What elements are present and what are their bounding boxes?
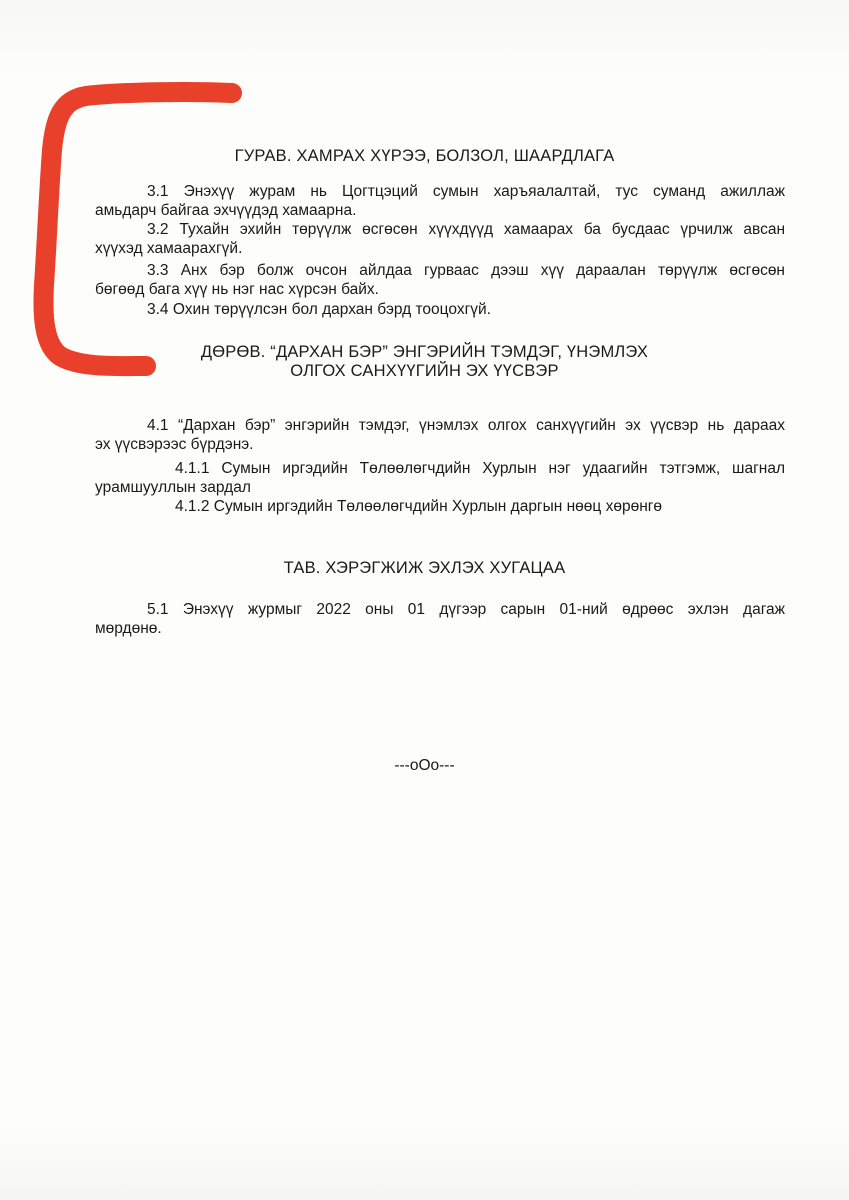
paragraph-4-1-line-1: 4.1 “Дархан бэр” энгэрийн тэмдэг, үнэмлэх олгох санхүүгийн эх үүсвэр нь дараах	[147, 417, 785, 434]
paragraph-3-2-line-1: 3.2 Тухайн эхийн төрүүлж өсгөсөн хүүхдүүд хамаарах ба бусдаас үрчилж авсан	[147, 221, 785, 238]
paragraph-4-1-2	[95, 498, 785, 517]
paragraph-3-4-line-1: 3.4 Охин төрүүлсэн бол дархан бэрд тооцохгүй.	[147, 301, 491, 318]
paragraph-5-1	[95, 601, 785, 638]
paragraph-3-1-line-2: амьдарч байгаа эхчүүдэд хамаарна.	[95, 201, 357, 219]
paragraph-4-1-1-line-2: урамшууллын зардал	[95, 478, 251, 496]
paragraph-3-3-line-2: бөгөөд бага хүү нь нэг нас хүрсэн байх.	[95, 280, 379, 298]
section-4-title-line-2: ОЛГОХ САНХҮҮГИЙН ЭХ ҮҮСВЭР	[290, 362, 559, 380]
paragraph-3-3-line-1: 3.3 Анх бэр болж очсон айлдаа гурваас дээш хүү дараалан төрүүлж өсгөсөн	[147, 262, 785, 279]
paragraph-4-1-1-line-1: 4.1.1 Сумын иргэдийн Төлөөлөгчдийн Хурлын нэг удаагийн тэтгэмж, шагнал	[175, 460, 785, 477]
paragraph-3-1	[95, 183, 785, 220]
section-5-title: ТАВ. ХЭРЭГЖИЖ ЭХЛЭХ ХУГАЦАА	[283, 559, 566, 577]
paragraph-3-3	[95, 262, 785, 299]
paragraph-4-1-1	[95, 460, 785, 497]
paragraph-3-1-line-1: 3.1 Энэхүү журам нь Цогтцэций сумын харъяалалтай, тус суманд ажиллаж	[147, 183, 785, 200]
paragraph-3-2-line-2: хүүхэд хамаарахгүй.	[95, 239, 243, 257]
section-3-title: ГУРАВ. ХАМРАХ ХҮРЭЭ, БОЛЗОЛ, ШААРДЛАГА	[234, 147, 615, 165]
paragraph-4-1	[95, 417, 785, 454]
paragraph-5-1-line-1: 5.1 Энэхүү журмыг 2022 оны 01 дүгээр сарын 01-ний өдрөөс эхлэн дагаж	[147, 601, 785, 618]
paragraph-4-1-2-line-1: 4.1.2 Сумын иргэдийн Төлөөлөгчдийн Хурлын даргын нөөц хөрөнгө	[175, 498, 663, 515]
paragraph-3-4	[95, 301, 785, 320]
section-4-title-line-1: ДӨРӨВ. “ДАРХАН БЭР” ЭНГЭРИЙН ТЭМДЭГ, ҮНЭМЛЭХ	[200, 343, 649, 361]
paragraph-5-1-line-2: мөрдөнө.	[95, 619, 162, 637]
paragraph-4-1-line-2: эх үүсвэрээс бүрдэнэ.	[95, 435, 254, 453]
end-mark: ---oOo---	[394, 757, 455, 774]
paragraph-3-2	[95, 221, 785, 258]
